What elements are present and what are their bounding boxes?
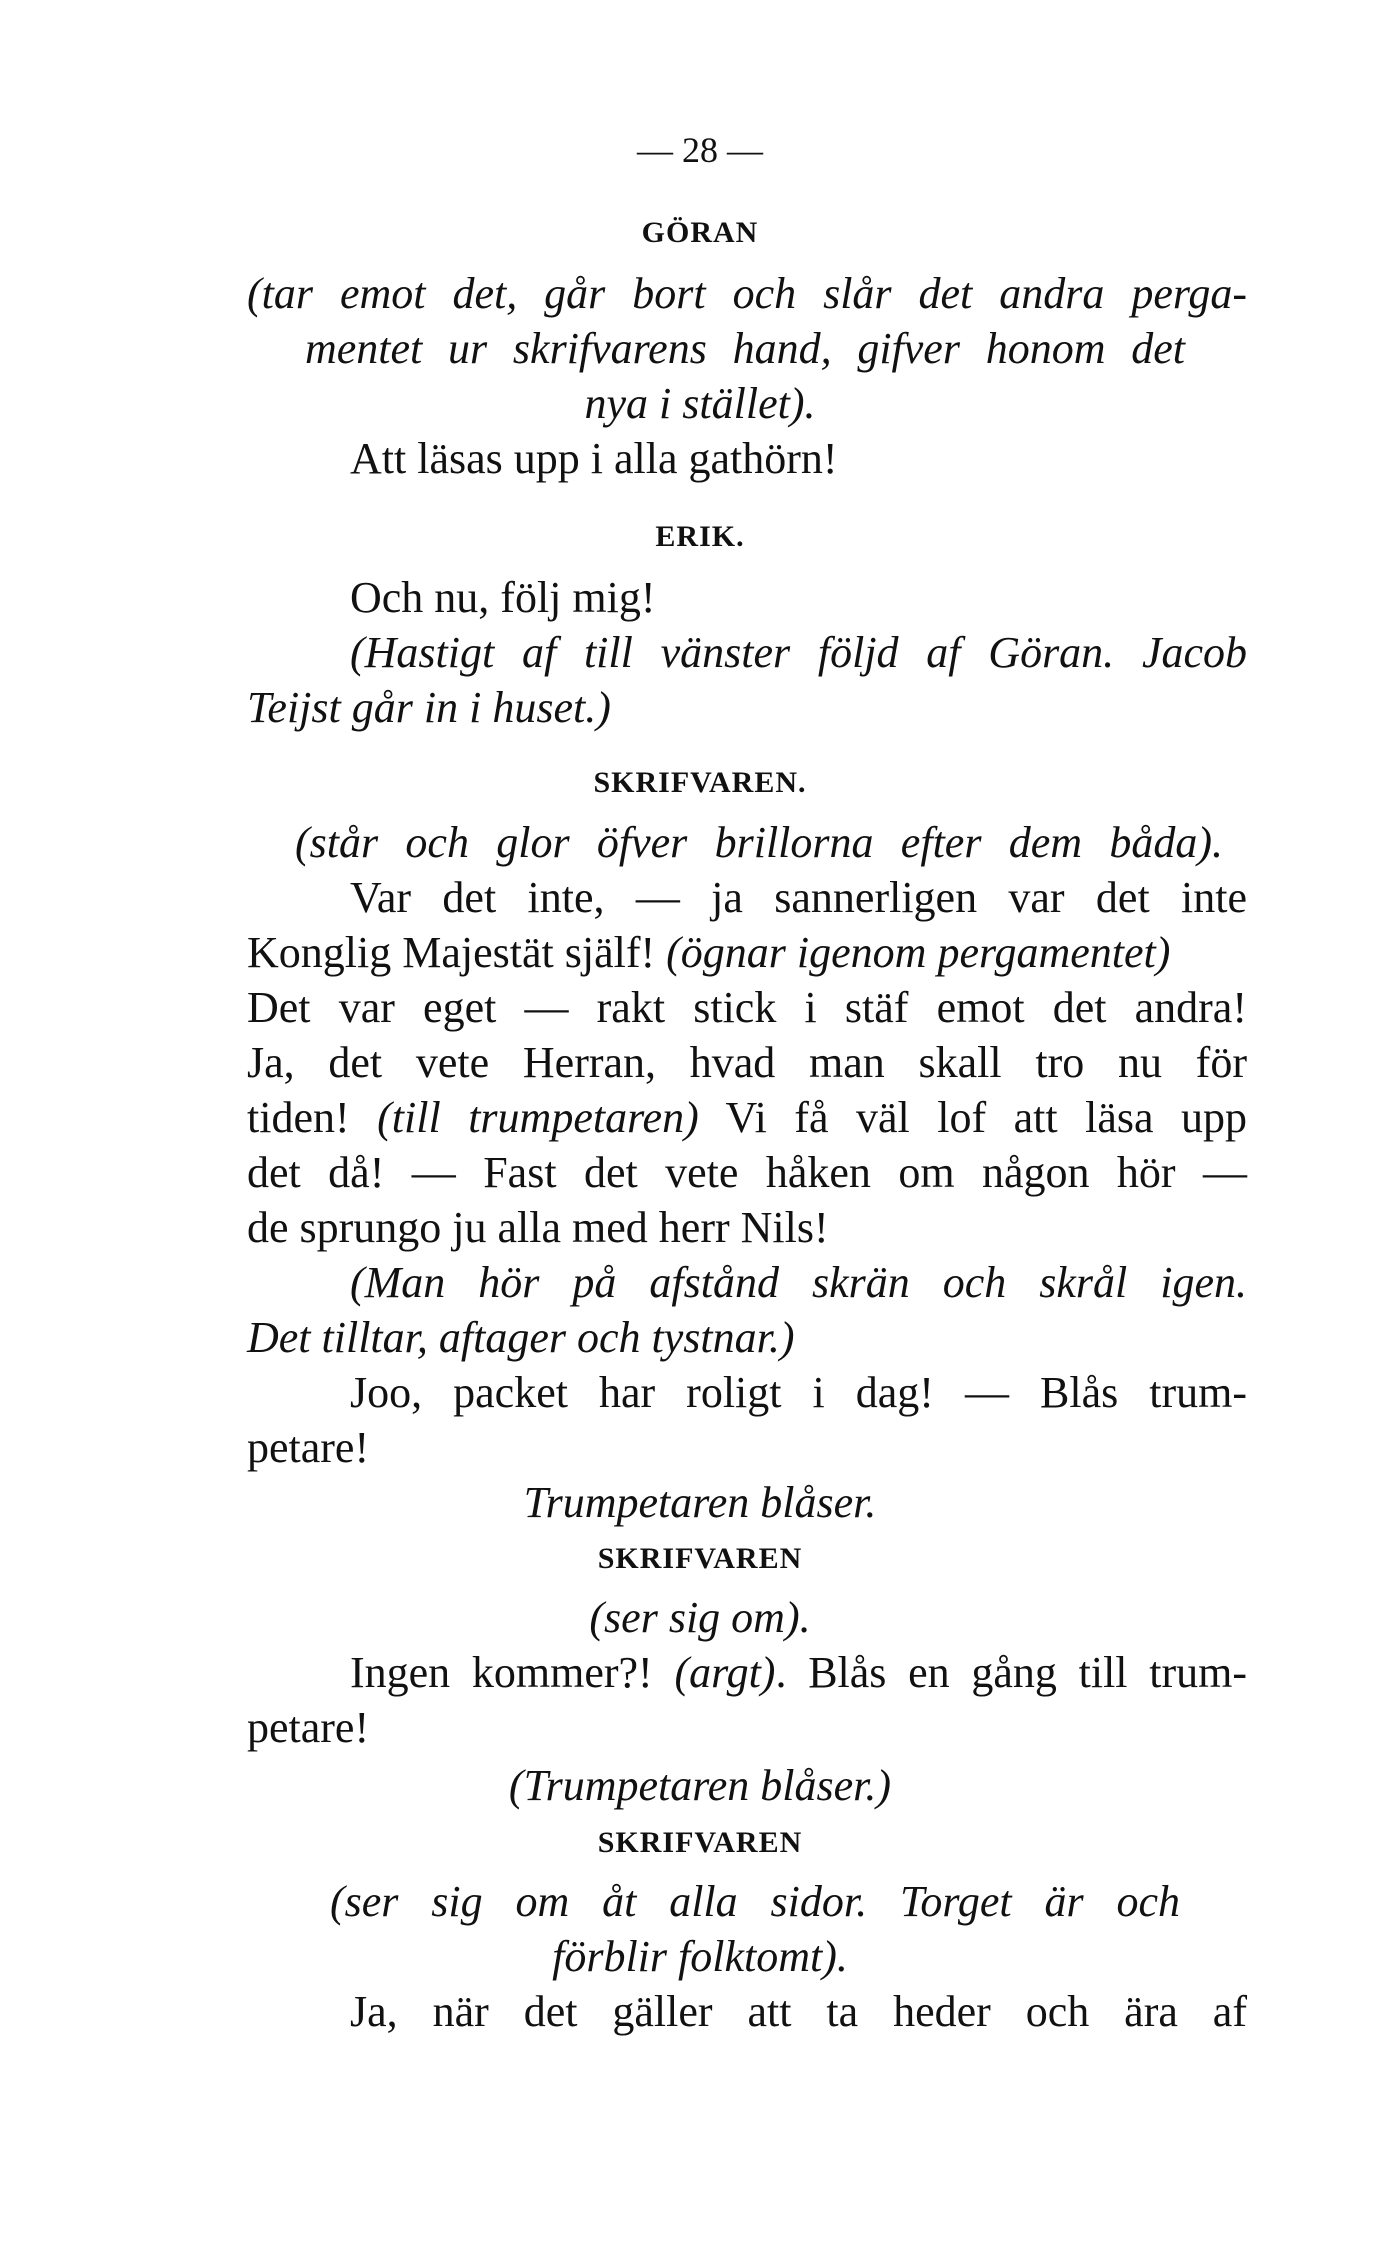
dialogue-line: de sprungo ju alla med herr Nils! [247, 1203, 829, 1252]
stage-direction-line: (Hastigt af till vänster följd af Göran. Jacob [350, 628, 1247, 677]
dialogue-line-mixed [247, 1093, 1247, 1142]
inline-stage-direction: (ögnar igenom pergamentet) [666, 928, 1171, 977]
dialogue-line: Att läsas upp i alla gathörn! [350, 434, 838, 483]
dialogue-text: tiden! [247, 1093, 378, 1142]
dialogue-line-mixed [350, 1648, 1247, 1697]
inline-stage-direction: (till trumpetaren) [377, 1093, 699, 1142]
dialogue-line: Joo, packet har roligt i dag! — Blås trum- [350, 1368, 1247, 1417]
dialogue-line: Det var eget — rakt stick i stäf emot det andra! [247, 983, 1247, 1032]
dialogue-line: petare! [247, 1703, 370, 1752]
dialogue-text: Vi få väl lof att läsa upp [698, 1093, 1247, 1142]
stage-direction-line: (tar emot det, går bort och slår det andra perga- [247, 269, 1247, 318]
speaker-goran: GÖRAN [641, 216, 759, 249]
stage-direction-centered: (ser sig om). [589, 1593, 811, 1642]
stage-direction-line: (Man hör på afstånd skrän och skrål igen. [350, 1258, 1247, 1307]
stage-direction-centered: förblir folktomt). [552, 1932, 848, 1981]
stage-direction-centered: (Trumpetaren blåser.) [508, 1761, 892, 1810]
stage-direction-line: Teijst går in i huset.) [247, 683, 611, 732]
speaker-skrifvaren: SKRIFVAREN [597, 1542, 803, 1575]
dialogue-line-mixed [247, 928, 1247, 977]
dialogue-text: Ingen kommer?! [350, 1648, 675, 1697]
stage-direction-line: (står och glor öfver brillorna efter dem båda). [295, 818, 1223, 867]
stage-direction-line: nya i stället). [584, 379, 816, 428]
dialogue-line: Ja, det vete Herran, hvad man skall tro nu för [247, 1038, 1247, 1087]
dialogue-line: petare! [247, 1423, 370, 1472]
speaker-skrifvaren: SKRIFVAREN. [593, 766, 807, 799]
speaker-skrifvaren: SKRIFVAREN [597, 1826, 803, 1859]
dialogue-text: Konglig Majestät själf! [247, 928, 667, 977]
inline-stage-direction: (argt) [674, 1648, 776, 1697]
stage-direction-line: mentet ur skrifvarens hand, gifver honom det [305, 324, 1185, 373]
dialogue-line: Ja, när det gäller att ta heder och ära af [350, 1987, 1247, 2036]
dialogue-line: Var det inte, — ja sannerligen var det inte [350, 873, 1247, 922]
dialogue-line: det då! — Fast det vete håken om någon hör — [247, 1148, 1247, 1197]
stage-direction-centered: Trumpetaren blåser. [523, 1478, 877, 1527]
dialogue-text: . Blås en gång till trum- [775, 1648, 1247, 1697]
dialogue-line: Och nu, följ mig! [350, 573, 656, 622]
speaker-erik: ERIK. [655, 520, 745, 553]
page-number: — 28 — [637, 130, 763, 170]
stage-direction-line: (ser sig om åt alla sidor. Torget är och [330, 1877, 1180, 1926]
stage-direction-line: Det tilltar, aftager och tystnar.) [247, 1313, 795, 1362]
